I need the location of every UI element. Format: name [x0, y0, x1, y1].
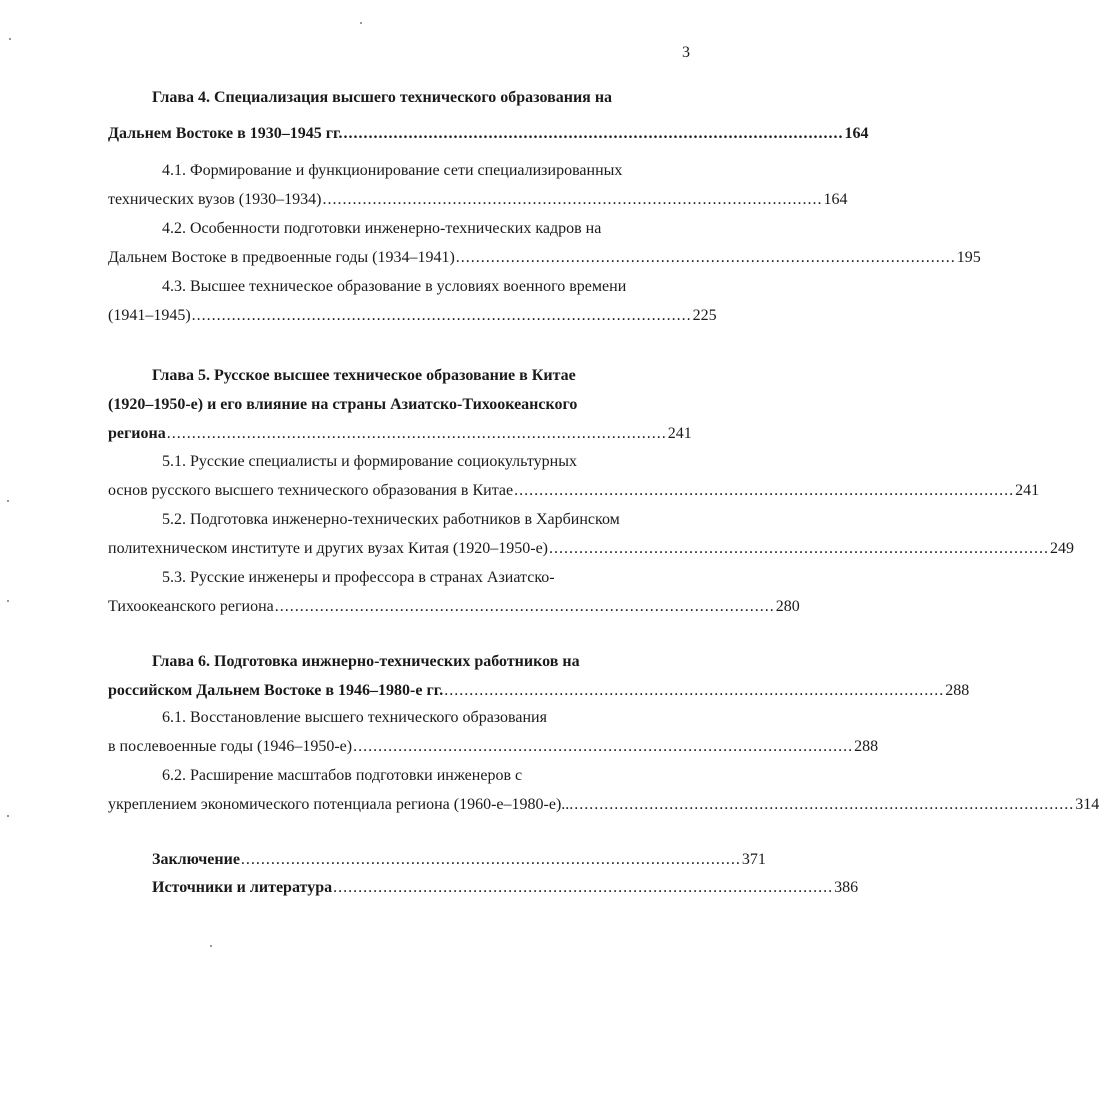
section-4-2-page: 195 [956, 249, 981, 266]
page-number: 3 [682, 44, 690, 61]
leader-dots: .................................................................................................... [549, 540, 1050, 557]
leader-dots: .................................................................................................... [574, 796, 1075, 813]
section-4-2-title: Дальнем Востоке в предвоенные годы (1934–1941) [108, 249, 455, 266]
section-5-2-page: 249 [1050, 540, 1075, 557]
chapter-6-title: российском Дальнем Востоке в 1946–1980-е гг. [108, 682, 444, 699]
section-6-1-title: в послевоенные годы (1946–1950-е) [108, 738, 353, 755]
section-6-1-line-1: 6.1. Восстановление высшего технического образования [162, 709, 547, 726]
section-6-2-title: укреплением экономического потенциала региона (1960-е–1980-е)... [108, 796, 574, 813]
chapter-4-heading-line-1: Глава 4. Специализация высшего технического образования на [152, 89, 613, 106]
scan-speck [360, 22, 362, 24]
section-5-1-title: основ русского высшего технического образования в Китае [108, 482, 514, 499]
section-6-1-page: 288 [854, 738, 879, 755]
conclusion-title: Заключение [152, 851, 240, 868]
section-6-2-page: 314 [1075, 796, 1099, 813]
section-4-2-line-1: 4.2. Особенности подготовки инженерно-технических кадров на [162, 220, 602, 237]
section-6-2-line-2 [108, 794, 1099, 816]
section-4-3-line-1: 4.3. Высшее техническое образование в условиях военного времени [162, 278, 627, 295]
leader-dots: .................................................................................................... [274, 598, 775, 615]
chapter-5-heading-line-1: Глава 5. Русское высшее техническое образование в Китае [152, 367, 576, 384]
section-4-2-line-2 [108, 247, 981, 269]
section-4-1-line-2 [108, 189, 848, 211]
chapter-6-heading-line-1: Глава 6. Подготовка инжнерно-технических работников на [152, 653, 580, 670]
leader-dots: .................................................................................................... [240, 851, 741, 868]
leader-dots: .................................................................................................... [343, 125, 844, 142]
chapter-5-page: 241 [667, 425, 692, 442]
chapter-4-page: 164 [844, 125, 869, 142]
section-5-2-line-1: 5.2. Подготовка инженерно-технических работников в Харбинском [162, 511, 620, 528]
section-5-1-page: 241 [1015, 482, 1040, 499]
section-5-3-line-1: 5.3. Русские инженеры и профессора в странах Азиатско- [162, 569, 555, 586]
scan-speck [9, 38, 11, 40]
sources-title: Источники и литература [152, 879, 333, 896]
chapter-5-title: региона [108, 425, 166, 442]
section-5-1-line-1: 5.1. Русские специалисты и формирование социокультурных [162, 453, 577, 470]
leader-dots: .................................................................................................... [444, 682, 945, 699]
conclusion-page: 371 [741, 851, 766, 868]
chapter-4-heading-line-2 [108, 123, 869, 145]
section-5-3-title: Тихоокеанского региона [108, 598, 274, 615]
scan-speck [210, 945, 212, 947]
conclusion-line [152, 849, 766, 871]
section-6-1-line-2 [108, 736, 879, 758]
section-4-1-page: 164 [823, 191, 848, 208]
sources-page: 386 [834, 879, 859, 896]
leader-dots: .................................................................................................... [353, 738, 854, 755]
section-4-3-page: 225 [692, 307, 717, 324]
section-5-3-page: 280 [775, 598, 800, 615]
section-4-1-title: технических вузов (1930–1934) [108, 191, 322, 208]
section-5-2-line-2 [108, 538, 1075, 560]
scan-speck [7, 815, 9, 817]
sources-line [152, 877, 859, 899]
chapter-5-heading-line-2: (1920–1950-е) и его влияние на страны Азиатско-Тихоокеанского [108, 396, 578, 413]
section-4-3-line-2 [108, 305, 717, 327]
section-5-3-line-2 [108, 596, 800, 618]
scan-speck [7, 500, 9, 502]
leader-dots: .................................................................................................... [166, 425, 667, 442]
leader-dots: .................................................................................................... [514, 482, 1015, 499]
leader-dots: .................................................................................................... [322, 191, 823, 208]
chapter-6-page: 288 [945, 682, 970, 699]
chapter-6-heading-line-2 [108, 680, 970, 702]
chapter-4-title: Дальнем Востоке в 1930–1945 гг. [108, 125, 343, 142]
leader-dots: .................................................................................................... [191, 307, 692, 324]
section-5-1-line-2 [108, 480, 1040, 502]
leader-dots: .................................................................................................... [455, 249, 956, 266]
section-4-1-line-1: 4.1. Формирование и функционирование сети специализированных [162, 162, 623, 179]
chapter-5-heading-line-3 [108, 423, 692, 445]
section-5-2-title: политехническом институте и других вузах Китая (1920–1950-е) [108, 540, 549, 557]
section-4-3-title: (1941–1945) [108, 307, 191, 324]
leader-dots: .................................................................................................... [333, 879, 834, 896]
section-6-2-line-1: 6.2. Расширение масштабов подготовки инженеров с [162, 767, 523, 784]
scan-speck [7, 600, 9, 602]
